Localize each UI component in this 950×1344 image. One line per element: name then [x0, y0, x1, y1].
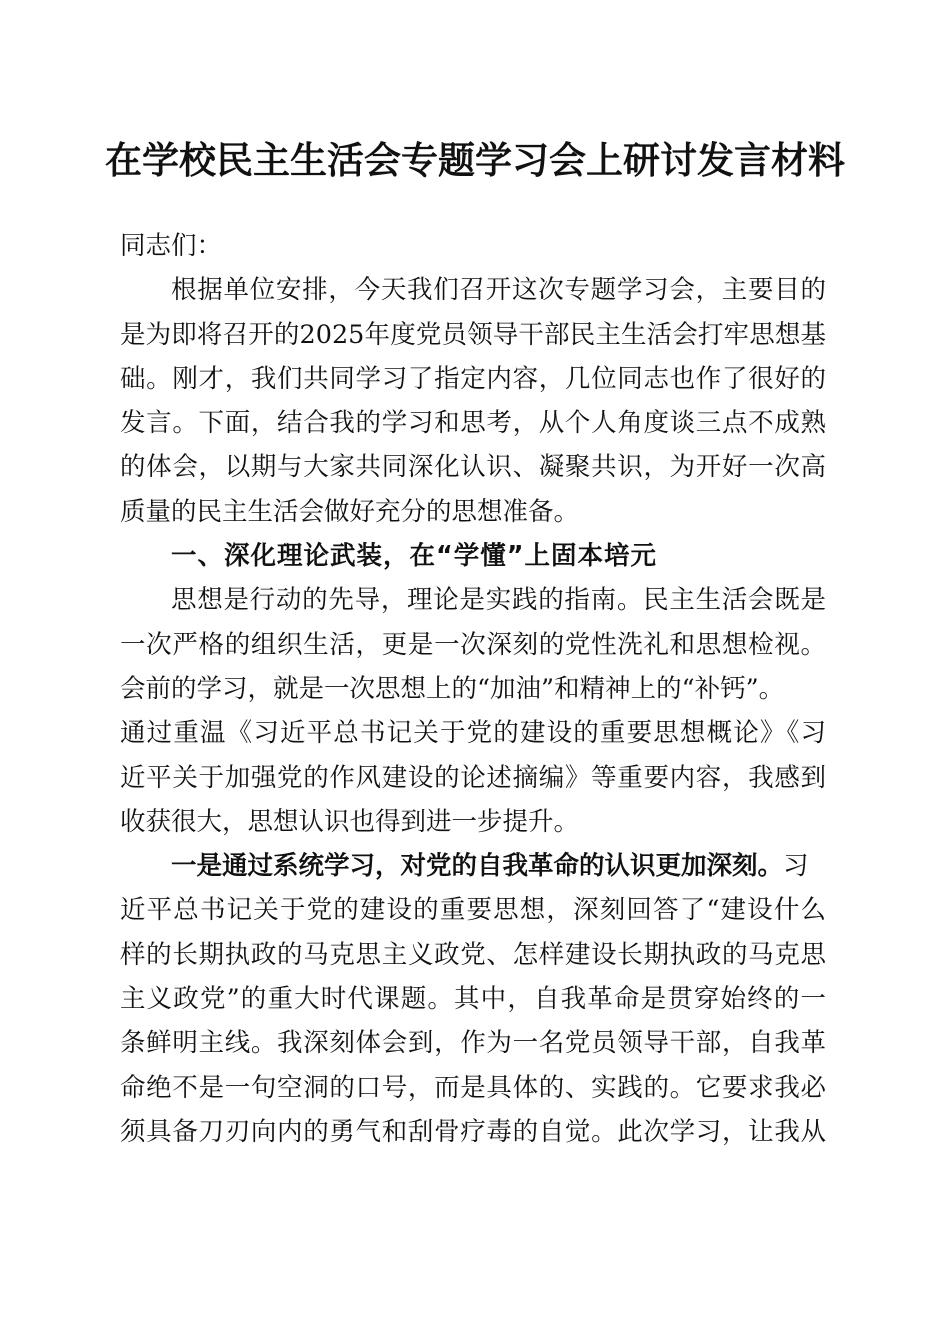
paragraph-lead-line — [120, 844, 826, 888]
paragraph-line: 须具备刀刃向内的勇气和刮骨疗毒的自觉。此次学习，让我从 — [120, 1116, 826, 1147]
paragraph-line: 一次严格的组织生活，更是一次深刻的党性洗礼和思想检视。 — [120, 629, 826, 660]
document-body — [120, 224, 826, 1154]
paragraph-line: 根据单位安排，今天我们召开这次专题学习会，主要目的 — [171, 275, 826, 306]
document-title: 在学校民主生活会专题学习会上研讨发言材料 — [105, 138, 845, 182]
paragraph-intro — [120, 268, 826, 534]
paragraph-lead-tail: 习 — [783, 851, 809, 882]
paragraph-line: 近平总书记关于党的建设的重要思想，深刻回答了“建设什么 — [120, 895, 826, 926]
salutation: 同志们： — [120, 231, 223, 261]
paragraph-line: 近平关于加强党的作风建设的论述摘编》等重要内容，我感到 — [120, 762, 826, 793]
paragraph-line: 质量的民主生活会做好充分的思想准备。 — [120, 496, 580, 527]
paragraph-line: 主义政党”的重大时代课题。其中，自我革命是贯穿始终的一 — [120, 984, 826, 1015]
paragraph-line: 会前的学习，就是一次思想上的“加油”和精神上的“补钙”。 — [120, 673, 785, 704]
paragraph-line: 样的长期执政的马克思主义政党、怎样建设长期执政的马克思 — [120, 939, 826, 970]
paragraph-theory — [120, 578, 826, 844]
paragraph-line: 思想是行动的先导，理论是实践的指南。民主生活会既是 — [171, 585, 826, 616]
paragraph-line: 发言。下面，结合我的学习和思考，从个人角度谈三点不成熟 — [120, 408, 826, 439]
paragraph-line: 条鲜明主线。我深刻体会到，作为一名党员领导干部，自我革 — [120, 1028, 826, 1059]
paragraph-line: 是为即将召开的2025年度党员领导干部民主生活会打牢思想基 — [120, 319, 826, 350]
section-heading-1: 一、深化理论武装，在“学懂”上固本培元 — [171, 541, 658, 572]
paragraph-line: 收获很大，思想认识也得到进一步提升。 — [120, 806, 580, 837]
paragraph-line: 通过重温《习近平总书记关于党的建设的重要思想概论》《习 — [120, 718, 826, 749]
paragraph-lead-bold: 一是通过系统学习，对党的自我革命的认识更加深刻。 — [171, 851, 784, 882]
paragraph-line: 的体会，以期与大家共同深化认识、凝聚共识，为开好一次高 — [120, 452, 826, 483]
paragraph-self-revolution — [120, 844, 826, 1154]
paragraph-line: 础。刚才，我们共同学习了指定内容，几位同志也作了很好的 — [120, 363, 826, 394]
paragraph-line: 命绝不是一句空洞的口号，而是具体的、实践的。它要求我必 — [120, 1072, 826, 1103]
